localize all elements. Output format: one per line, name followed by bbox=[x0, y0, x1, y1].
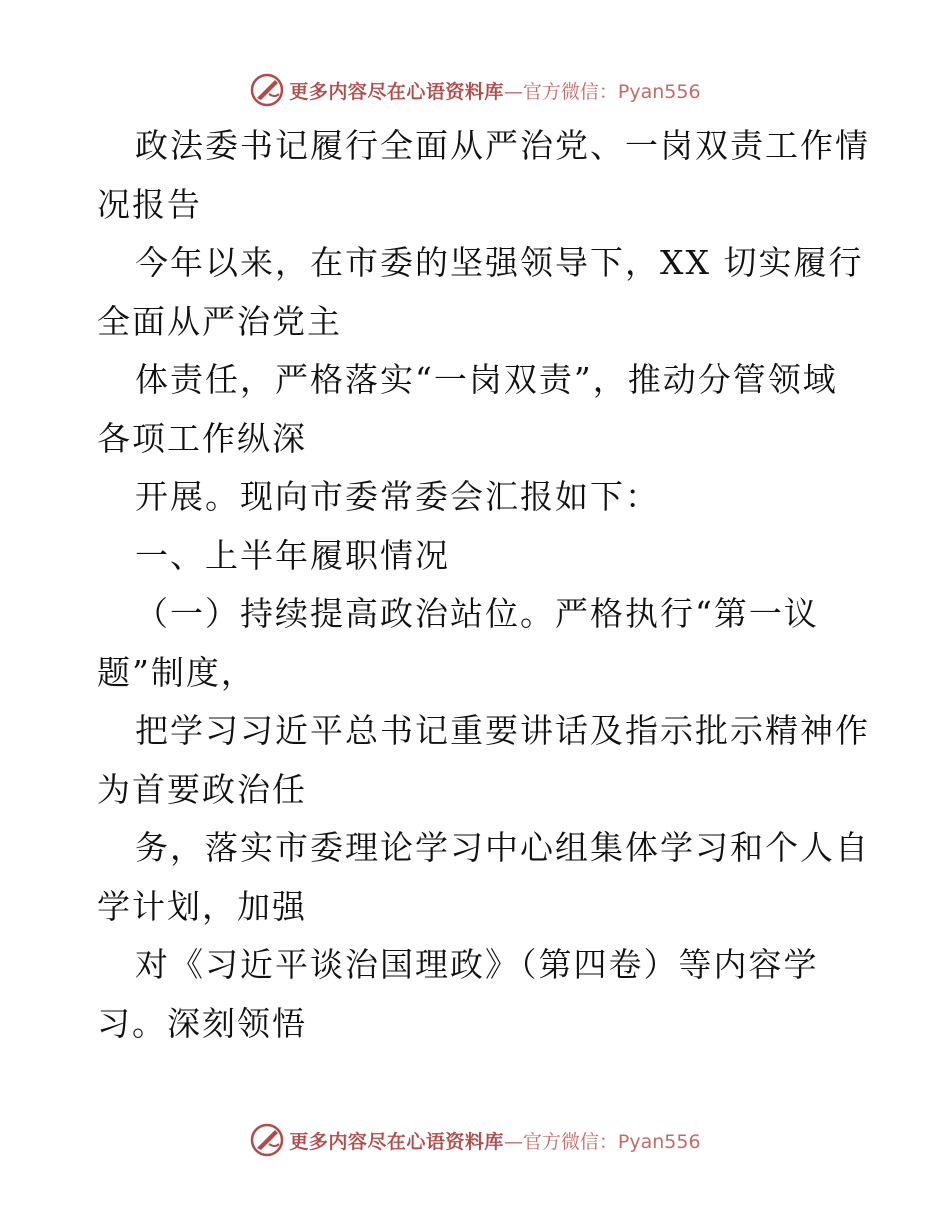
paragraph-line: 题”制度， bbox=[97, 652, 256, 692]
quill-pen-logo-icon bbox=[249, 1122, 285, 1158]
paragraph-line: 今年以来，在市委的坚强领导下，XX 切实履行 bbox=[135, 243, 864, 282]
header-banner bbox=[0, 70, 950, 110]
header-banner-text: 更多内容尽在心语资料库 bbox=[289, 80, 504, 103]
paragraph-line: 体责任，严格落实“一岗双责”，推动分管领域 bbox=[135, 360, 838, 399]
paragraph-line: 对《习近平谈治国理政》（第四卷）等内容学 bbox=[135, 945, 819, 984]
document-body bbox=[97, 117, 870, 1053]
paragraph-line: 务，落实市委理论学习中心组集体学习和个人自 bbox=[135, 828, 870, 867]
paragraph-line: 全面从严治党主 bbox=[97, 301, 342, 341]
footer-banner-contact: —官方微信：Pyan556 bbox=[503, 1130, 701, 1153]
subsection-heading: （一）持续提高政治站位。严格执行“第一议 bbox=[135, 594, 819, 633]
paragraph-line: 学计划，加强 bbox=[97, 886, 307, 926]
paragraph-line: 各项工作纵深 bbox=[97, 418, 307, 458]
section-heading: 一、上半年履职情况 bbox=[135, 535, 450, 575]
header-banner-contact: —官方微信：Pyan556 bbox=[503, 80, 701, 103]
paragraph-line: 习。深刻领悟 bbox=[97, 1003, 307, 1043]
title-line-2: 况报告 bbox=[97, 184, 202, 224]
paragraph-line: 为首要政治任 bbox=[97, 769, 307, 809]
paragraph-line: 把学习习近平总书记重要讲话及指示批示精神作 bbox=[135, 711, 870, 750]
footer-banner-text: 更多内容尽在心语资料库 bbox=[289, 1130, 504, 1153]
paragraph-line: 开展。现向市委常委会汇报如下： bbox=[135, 477, 660, 516]
title-line-1: 政法委书记履行全面从严治党、一岗双责工作情 bbox=[135, 126, 870, 165]
quill-pen-logo-icon bbox=[249, 72, 285, 108]
footer-banner bbox=[0, 1120, 950, 1160]
